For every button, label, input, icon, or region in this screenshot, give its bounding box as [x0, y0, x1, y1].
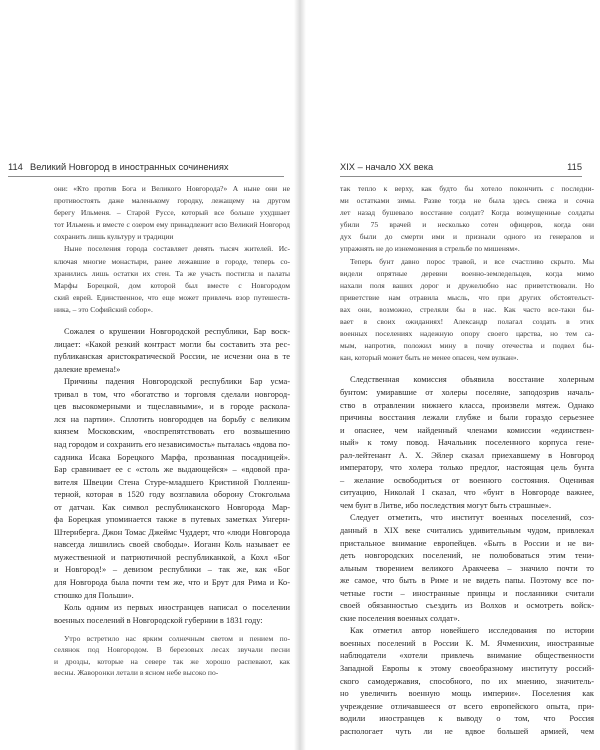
- text-line: хранились лишь остатки их стен. Та же участь постигла и палаты: [54, 268, 290, 278]
- text-line: тривал в том, что «богатство и торговля сделали новгород-: [54, 389, 290, 399]
- left-page: [0, 0, 294, 750]
- text-line: Сожалея о крушении Новгородской республики, Бар воск-: [64, 327, 290, 337]
- text-line: дух были до смерти ими и признали одного из генералов и: [340, 232, 594, 242]
- text-line: мым, напротив, положил мину в почву отечества и подвел бы-: [340, 341, 594, 351]
- text-line: так тепло к верху, как будто бы хотело покончить с последни-: [340, 184, 594, 193]
- text-line: упражнять не до изнеможения в стрельбе по мишеням».: [340, 244, 520, 254]
- text-line: над городом и сохранить его независимость» пыталась «вдова по-: [54, 439, 290, 449]
- text-line: деть новгородских поселений, не полюбоваться этим тени-: [340, 551, 594, 561]
- text-line: весны. Жаворонки летали в ясном небе высоко по-: [54, 668, 219, 678]
- text-line: берегу Ильменя. – Старой Руссе, который все больше ухудшает: [54, 208, 290, 218]
- text-line: распологает чуть ли не вдвое большей армией, чем: [340, 726, 594, 736]
- left-quote-2: [54, 633, 290, 678]
- text-line: чем бунт в Литве, ибо последствия могут быть страшные».: [340, 500, 552, 510]
- text-line: наблюдатели «хотели привлечь внимание общественности: [340, 651, 594, 661]
- right-quote-2: [340, 256, 594, 365]
- text-line: но увеличить военную мощь империи». Поселения как: [340, 689, 594, 699]
- book-gutter: [294, 0, 306, 750]
- text-line: сохранить лишь культуру и традиции: [54, 232, 174, 242]
- right-page: [306, 0, 600, 750]
- text-line: рал-лейтенант А. Х. Эйлер сказал приехавшему в Новгород: [340, 450, 594, 460]
- right-page-number: 115: [567, 162, 582, 172]
- text-line: они: «Кто против Бога и Великого Новгорода?» А ныне они не: [54, 184, 290, 193]
- text-line: ключая многие монастыри, ранее лежавшие в городе, теперь со-: [54, 256, 290, 266]
- text-line: вает в своих ожиданиях! Александр полагал создать в этих: [340, 317, 594, 327]
- left-paragraph-1: [54, 326, 290, 376]
- right-running-header: [340, 162, 582, 180]
- text-line: от датчан. Как символ республиканского Новгорода Мар-: [54, 502, 290, 512]
- left-header-rule: [8, 176, 284, 177]
- right-running-title: XIX – начало XX века: [340, 162, 434, 172]
- left-running-header: [8, 162, 294, 180]
- text-line: пристальное внимание европейцев. «Быть в России и не ви-: [340, 538, 594, 548]
- text-line: своей обязанностью съездить из Волхов и осмотреть войск-: [340, 601, 594, 611]
- left-paragraph-3: [54, 602, 290, 627]
- text-line: Марфы Борецкой, дом которой был вместе с Новгородом: [54, 280, 290, 290]
- text-line: лет назад бушевало восстание солдат? Когда возмущенные солдаты: [340, 208, 594, 218]
- text-line: учреждение отличавшееся от всего европейского опыта, при-: [340, 701, 594, 711]
- text-line: и опаснее, чем найденный членами комиссии «единствен-: [340, 425, 594, 435]
- text-line: причины восстания лежали глубже и были гораздо серьезнее: [340, 413, 594, 423]
- text-line: навсегда лишились своей свободы». Иоганн Коль называет ее: [54, 540, 290, 550]
- text-line: Западной Европы к этому своеобразному институту россий-: [340, 663, 594, 673]
- text-line: кан, который может быть не менее опасен, чем вулкан».: [340, 353, 519, 363]
- text-line: Ныне поселения города составляет девять тысяч жителей. Ис-: [64, 244, 290, 254]
- text-line: публиканская аристократической России, не исчезни она в те: [54, 352, 290, 362]
- text-line: лицает: «Какой резкий контраст могли бы составить эта рес-: [54, 339, 290, 349]
- text-line: ми остатками зимы. Разве тогда не была здесь свежа и сочна: [340, 196, 594, 206]
- text-line: лся на партии». Сплотить новгородцев на борьбу с великим: [54, 414, 290, 424]
- text-line: же самое, что быть в Риме и не видеть папы. Поэтому все по-: [340, 576, 594, 586]
- text-line: ство в отравлении нижнего класса, произвели мятеж. Однако: [340, 400, 594, 410]
- text-line: Теперь бунт давно порос травой, и все счастливо скрыто. Мы: [350, 256, 594, 266]
- text-line: данный в XIX веке считались удивительным чудом, привлекал: [340, 525, 594, 535]
- text-line: ские поселения военных солдат».: [340, 613, 460, 623]
- text-line: военных поселениях надежную опору своего царства, но тем са-: [340, 329, 594, 339]
- right-quote-1: [340, 183, 594, 256]
- text-line: далекие времена!»: [54, 364, 121, 374]
- text-line: альным творением великого Аракчеева – значило почти то: [340, 563, 594, 573]
- text-line: императору, что холера только предлог, настоящая цель бунта: [340, 463, 594, 473]
- text-line: селянок под Новгородом. В березовых лесах звучали песни: [54, 645, 290, 655]
- text-line: для Новгорода была почти тем же, что и Брут для Рима и Ко-: [54, 577, 290, 587]
- text-line: – желание освободиться от военного состояния. Оценивая: [340, 475, 594, 485]
- spacer: [54, 316, 290, 326]
- text-line: фа Борецкая упоминается также в путевых заметках Унгерн-: [54, 515, 290, 525]
- text-line: водили иностранцев к выводу о том, что Россия: [340, 714, 594, 724]
- text-line: противостоять даже маленькому городку, лежащему на другом: [54, 196, 290, 206]
- text-line: ситуацию, Николай I сказал, что «бунт в Новгороде важнее,: [340, 488, 594, 498]
- text-line: князем Московским, «воспрепятствовать его возвышению: [54, 427, 290, 437]
- text-line: тот Ильмень и вместе с озером ему принадлежит всю Великий Новгород: [54, 220, 290, 230]
- text-line: Коль одним из первых иностранцев написал о поселении: [64, 603, 290, 613]
- text-line: приветствие нам отравила мысль, что при других обстоятельст-: [340, 292, 594, 302]
- text-line: стюшко для Польши».: [54, 590, 134, 600]
- right-header-rule: [340, 176, 582, 177]
- left-page-body: [54, 183, 290, 678]
- text-line: садника Исака Борецкого Марфа, прозванная посадницей».: [54, 452, 290, 462]
- left-quote-1: [54, 183, 290, 316]
- text-line: Следственная комиссия объявила восстание холерным: [350, 375, 594, 385]
- text-line: ный» к тому повод. Начальник поселенного корпуса гене-: [340, 438, 594, 448]
- text-line: ского самодержавия, способного, по их мнению, значитель-: [340, 676, 594, 686]
- text-line: ника, – это Софийский собор».: [54, 304, 153, 314]
- left-paragraph-2: [54, 376, 290, 602]
- right-paragraph-2: [340, 512, 594, 625]
- left-page-number: 114: [8, 162, 23, 172]
- text-line: Бар сравнивает ее с «столь же выдающейся» – «вдовой пра-: [54, 465, 290, 475]
- right-page-body: [340, 183, 594, 738]
- text-line: Следует отметить, что институт военных поселений, соз-: [350, 513, 594, 523]
- text-line: бунтом: умиравшие от холеры поселяне, заподозрив началь-: [340, 387, 594, 397]
- text-line: видели опрятные деревни военно-земледельцев, когда мимо: [340, 268, 594, 278]
- text-line: вах они, возможно, стреляли бы в нас. Как часто все-таки бы-: [340, 304, 594, 314]
- text-line: Штернберга. Джон Томас Джеймс Чуддерт, что «люди Новгорода: [54, 527, 290, 537]
- right-paragraph-1: [340, 374, 594, 512]
- spacer: [340, 364, 594, 374]
- text-line: четные гости – иностранные принцы и посланники считали: [340, 588, 594, 598]
- text-line: и дрозды, которые на севере так же хорошо распевают, как: [54, 656, 290, 666]
- text-line: Утро встретило нас ярким солнечным светом и пением по-: [64, 634, 290, 644]
- text-line: вителя Швеции Стена Стуре-младшего Кристиной Гюлленш-: [54, 477, 290, 487]
- right-paragraph-3: [340, 625, 594, 738]
- text-line: мужественной и патриотичной республиканкой, а Кохл «Бог: [54, 552, 290, 562]
- left-running-title: Великий Новгород в иностранных сочинениях: [30, 162, 229, 172]
- text-line: военных поселений в Новгородской губернии в 1831 году:: [54, 615, 263, 625]
- text-line: нахали поля ваших дорог и дружелюбно нас приветствовали. Но: [340, 280, 594, 290]
- text-line: цев высокомерными и тщеславными», и в городе раскола-: [54, 402, 290, 412]
- text-line: терной, которая в 1520 году возглавила оборону Стокгольма: [54, 490, 290, 500]
- text-line: Причины падения Новгородской республики Бар усма-: [64, 377, 290, 387]
- text-line: военных поселений в России К. М. Ячменихин, иностранные: [340, 638, 594, 648]
- text-line: и Новгород!» – девизом республики – так же, как «Бог: [54, 565, 290, 575]
- text-line: убили 75 врачей и несколько сотен офицеров, когда они: [340, 220, 594, 230]
- text-line: Как отметил автор новейшего исследования по истории: [350, 626, 594, 636]
- text-line: ский еврей. Единственное, что еще может привлечь взор путешеств-: [54, 292, 290, 302]
